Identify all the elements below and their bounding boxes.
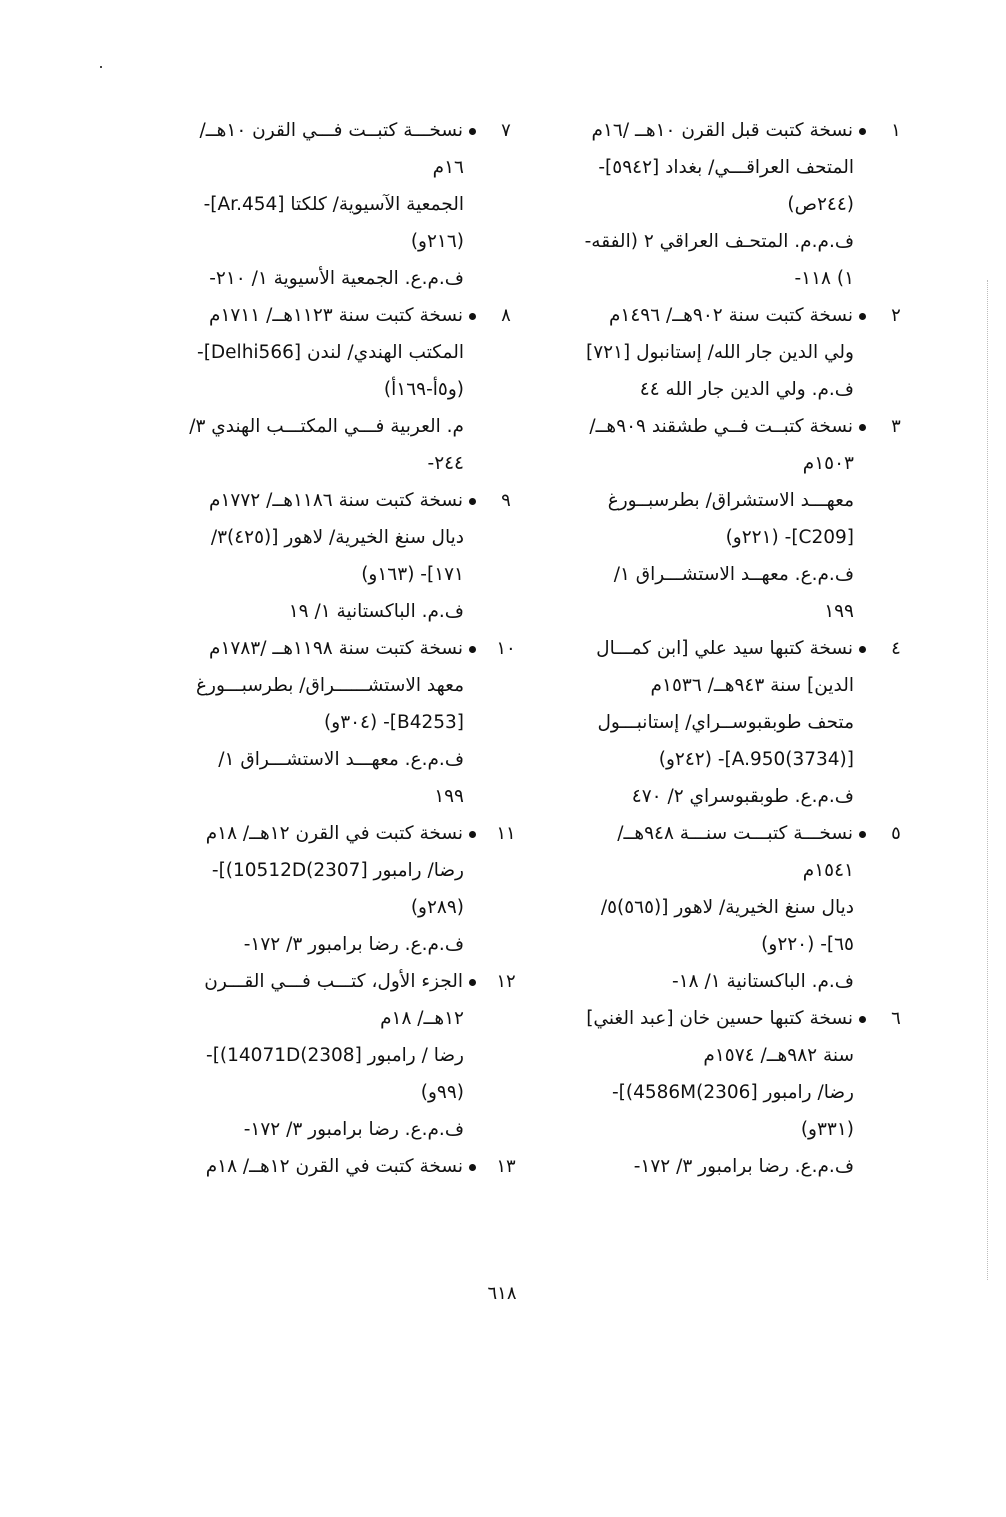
entry-detail-line (131, 778, 476, 815)
manuscript-entry (131, 112, 511, 297)
entry-heading-line (521, 297, 866, 334)
entry-text: نسخة كتبها سيد علي [ابن كمـــال (596, 638, 853, 659)
right-column (521, 112, 901, 1185)
entry-number: ٩ (501, 490, 511, 511)
entry-text: ١٢هــ/ ١٨م (380, 1008, 464, 1029)
bullet-icon (859, 831, 866, 838)
entry-text: ف.م.ع. رضا برامبور ٣/ ١٧٢- (243, 934, 464, 955)
bullet-icon (859, 313, 866, 320)
entry-text: نسخة كتبت سنة ١١٩٨هــ /١٧٨٣م (209, 638, 463, 659)
manuscript-entry (521, 112, 901, 297)
entry-heading-line (131, 297, 476, 334)
entry-detail-line (521, 704, 866, 741)
entry-text: المكتب الهندي/ لندن [Delhi566]- (197, 342, 464, 363)
entry-detail-line (131, 519, 476, 556)
entry-detail-line (521, 371, 866, 408)
entry-heading-line (521, 630, 866, 667)
entry-heading-line (131, 815, 476, 852)
entry-text: ف.م. ولي الدين جار الله ٤٤ (639, 379, 854, 400)
entry-text: معهـــد الاستشراق/ بطرسبــورغ (607, 490, 854, 511)
entry-detail-line (131, 667, 476, 704)
manuscript-entry (521, 408, 901, 630)
left-column (131, 112, 516, 1185)
entry-text: نسخة كتبــت فــي طشقند ٩٠٩هــ/ (589, 416, 853, 437)
entry-text: (٣٣١و) (800, 1119, 854, 1140)
entry-detail-line (521, 445, 866, 482)
entry-text: ف.م. الباكستانية ١/ ١٨- (672, 971, 854, 992)
entry-text: ولي الدين جار الله/ إستانبول [٧٢١] (585, 342, 854, 363)
entry-text: ف.م. الباكستانية ١/ ١٩ (288, 601, 464, 622)
manuscript-entry (131, 815, 516, 963)
bullet-icon (859, 1016, 866, 1023)
manuscript-entry (131, 297, 511, 482)
entry-text: نسخة كتبت سنة ٩٠٢هــ/ ١٤٩٦م (608, 305, 853, 326)
entry-text: ف.م.ع. معهــد الاستشـــراق ١/ (613, 564, 854, 585)
entry-text: نسخة كتبت سنة ١١٢٣هــ/ ١٧١١م (209, 305, 463, 326)
entry-text: نسخة كتبت سنة ١١٨٦هــ/ ١٧٧٢م (209, 490, 463, 511)
entry-heading-line (131, 1148, 476, 1185)
entry-text: ١٥٠٣م (802, 453, 854, 474)
entry-text: معهد الاستشــــــراق/ بطرسبـــورغ (196, 675, 464, 696)
entry-number: ٣ (891, 416, 901, 437)
scan-edge-line (987, 280, 988, 1280)
manuscript-entry (521, 815, 901, 1000)
entry-text: ديال سنغ الخيرية/ لاهور [(٤٢٥)٣/ (210, 527, 464, 548)
entry-text: ف.م.ع. معهـــد الاستشـــراق ١/ (218, 749, 464, 770)
bullet-icon (469, 831, 476, 838)
entry-detail-line (131, 1074, 476, 1111)
manuscript-entry (131, 1148, 516, 1185)
entry-number: ٤ (891, 638, 901, 659)
entry-detail-line (521, 1148, 866, 1185)
entry-text: نسخة كتبت في القرن ١٢هــ/ ١٨م (205, 1156, 463, 1177)
entry-detail-line (521, 852, 866, 889)
entry-detail-line (521, 778, 866, 815)
entry-detail-line (131, 593, 476, 630)
bullet-icon (469, 128, 476, 135)
entry-text: ف.م.ع. رضا برامبور ٣/ ١٧٢- (633, 1156, 854, 1177)
entry-detail-line (131, 260, 476, 297)
entry-detail-line (521, 556, 866, 593)
bullet-icon (859, 128, 866, 135)
entry-text: الجمعية الآسيوية/ كلكتا [Ar.454]- (203, 194, 464, 215)
entry-text: (٢٤٤ص) (787, 194, 854, 215)
entry-text: (٢١٦و) (410, 231, 464, 252)
bullet-icon (859, 424, 866, 431)
entry-detail-line (521, 963, 866, 1000)
entry-number: ٨ (501, 305, 511, 326)
entry-detail-line (521, 260, 866, 297)
entry-heading-line (521, 1000, 866, 1037)
entry-text: (٩٩و) (420, 1082, 464, 1103)
entry-detail-line (521, 741, 866, 778)
entry-text: ١٩٩ (824, 601, 854, 622)
entry-text: نسخـــة كتبــت فـــي القرن ١٠هــ/ (199, 120, 463, 141)
entry-detail-line (521, 667, 866, 704)
entry-detail-line (131, 926, 476, 963)
entry-detail-line (131, 223, 476, 260)
entry-number: ٧ (501, 120, 511, 141)
bullet-icon (469, 498, 476, 505)
entry-text: المتحف العراقـــي/ بغداد [٥٩٤٢]- (598, 157, 854, 178)
entry-heading-line (521, 408, 866, 445)
entry-heading-line (131, 482, 476, 519)
entry-detail-line (131, 334, 476, 371)
entry-text: متحف طوبقبوســراي/ إستانبـــول (597, 712, 854, 733)
entry-detail-line (521, 926, 866, 963)
entry-detail-line (521, 1037, 866, 1074)
entry-heading-line (131, 630, 476, 667)
bullet-icon (859, 646, 866, 653)
entry-text: نسخة كتبها حسين خان [عبد الغني] (586, 1008, 853, 1029)
entry-text: ف.م.ع. طوبقبوسراي ٢/ ٤٧٠ (631, 786, 854, 807)
entry-text: [B4253]- (٣٠٤و) (324, 712, 464, 733)
entry-text: نسخـــة كتبـــت سنـــة ٩٤٨هــ/ (617, 823, 853, 844)
entry-number: ٢ (891, 305, 901, 326)
manuscript-entry (131, 482, 511, 630)
bullet-icon (469, 313, 476, 320)
bullet-icon (469, 979, 476, 986)
entry-detail-line (521, 1074, 866, 1111)
entry-text: ١٧١]- (١٦٣و) (361, 564, 464, 585)
entry-number: ١٣ (496, 1156, 516, 1177)
entry-detail-line (131, 186, 476, 223)
entry-text: ١٦م (432, 157, 464, 178)
entry-detail-line (131, 704, 476, 741)
manuscript-entry (521, 297, 901, 408)
manuscript-entry (521, 1000, 901, 1185)
entry-text: رضا/ رامبور [2306)4586M)]- (611, 1082, 854, 1103)
entry-detail-line (521, 223, 866, 260)
entry-detail-line (131, 1000, 476, 1037)
entry-number: ١٢ (496, 971, 516, 992)
entry-detail-line (131, 445, 476, 482)
entry-heading-line (521, 815, 866, 852)
entry-text: رضا/ رامبور [2307)10512D)]- (211, 860, 464, 881)
entry-text: (٢٨٩و) (410, 897, 464, 918)
entry-heading-line (521, 112, 866, 149)
entry-detail-line (131, 408, 476, 445)
bullet-icon (469, 1164, 476, 1171)
manuscript-entry (131, 630, 516, 815)
entry-detail-line (131, 1111, 476, 1148)
entry-text: ف.م.ع. رضا برامبور ٣/ ١٧٢- (243, 1119, 464, 1140)
entry-number: ١٠ (496, 638, 516, 659)
entry-text: ف.م.م. المتحـف العراقي ٢ (الفقه- (584, 231, 854, 252)
entry-text: ١٩٩ (434, 786, 464, 807)
scan-speck (100, 66, 102, 68)
entry-detail-line (521, 149, 866, 186)
entry-detail-line (521, 334, 866, 371)
entry-text: [C209]- (٢٢١و) (725, 527, 854, 548)
entry-number: ٦ (891, 1008, 901, 1029)
entry-text: ١) ١١٨- (794, 268, 854, 289)
page-number: ٦١٨ (487, 1283, 517, 1304)
entry-detail-line (131, 1037, 476, 1074)
entry-text: (و٥أ-١٦٩أ) (383, 379, 464, 400)
entry-detail-line (131, 149, 476, 186)
manuscript-entry (521, 630, 901, 815)
entry-number: ١١ (496, 823, 516, 844)
entry-detail-line (131, 556, 476, 593)
entry-text: الجزء الأول، كتـــب فـــي القـــرن (204, 971, 463, 992)
entry-text: رضا / رامبور [2308)14071D)]- (206, 1045, 464, 1066)
entry-text: سنة ٩٨٢هــ/ ١٥٧٤م (703, 1045, 854, 1066)
entry-detail-line (131, 371, 476, 408)
entry-text: م. العربية فـــي المكتـــب الهندي ٣/ (189, 416, 464, 437)
entry-detail-line (521, 1111, 866, 1148)
entry-detail-line (521, 482, 866, 519)
entry-detail-line (521, 889, 866, 926)
entry-detail-line (131, 741, 476, 778)
entry-detail-line (521, 186, 866, 223)
entry-number: ١ (891, 120, 901, 141)
entry-text: الدين] سنة ٩٤٣هــ/ ١٥٣٦م (650, 675, 854, 696)
entry-number: ٥ (891, 823, 901, 844)
entry-text: ٢٤٤- (427, 453, 464, 474)
entry-text: نسخة كتبت في القرن ١٢هــ/ ١٨م (205, 823, 463, 844)
entry-text: ف.م.ع. الجمعية الأسيوية ١/ ٢١٠- (209, 268, 464, 289)
entry-text: نسخة كتبت قبل القرن ١٠هــ /١٦م (591, 120, 853, 141)
manuscript-entry (131, 963, 516, 1148)
entry-detail-line (521, 519, 866, 556)
entry-text: [A.950(3734)]- (٢٤٢و) (658, 749, 854, 770)
entry-detail-line (521, 593, 866, 630)
entry-heading-line (131, 963, 476, 1000)
entry-text: ديال سنغ الخيرية/ لاهور [(٥٦٥)٥/ (600, 897, 854, 918)
entry-heading-line (131, 112, 476, 149)
entry-detail-line (131, 852, 476, 889)
entry-detail-line (131, 889, 476, 926)
entry-text: ٦٥]- (٢٢٠و) (761, 934, 854, 955)
entry-text: ١٥٤١م (802, 860, 854, 881)
bullet-icon (469, 646, 476, 653)
